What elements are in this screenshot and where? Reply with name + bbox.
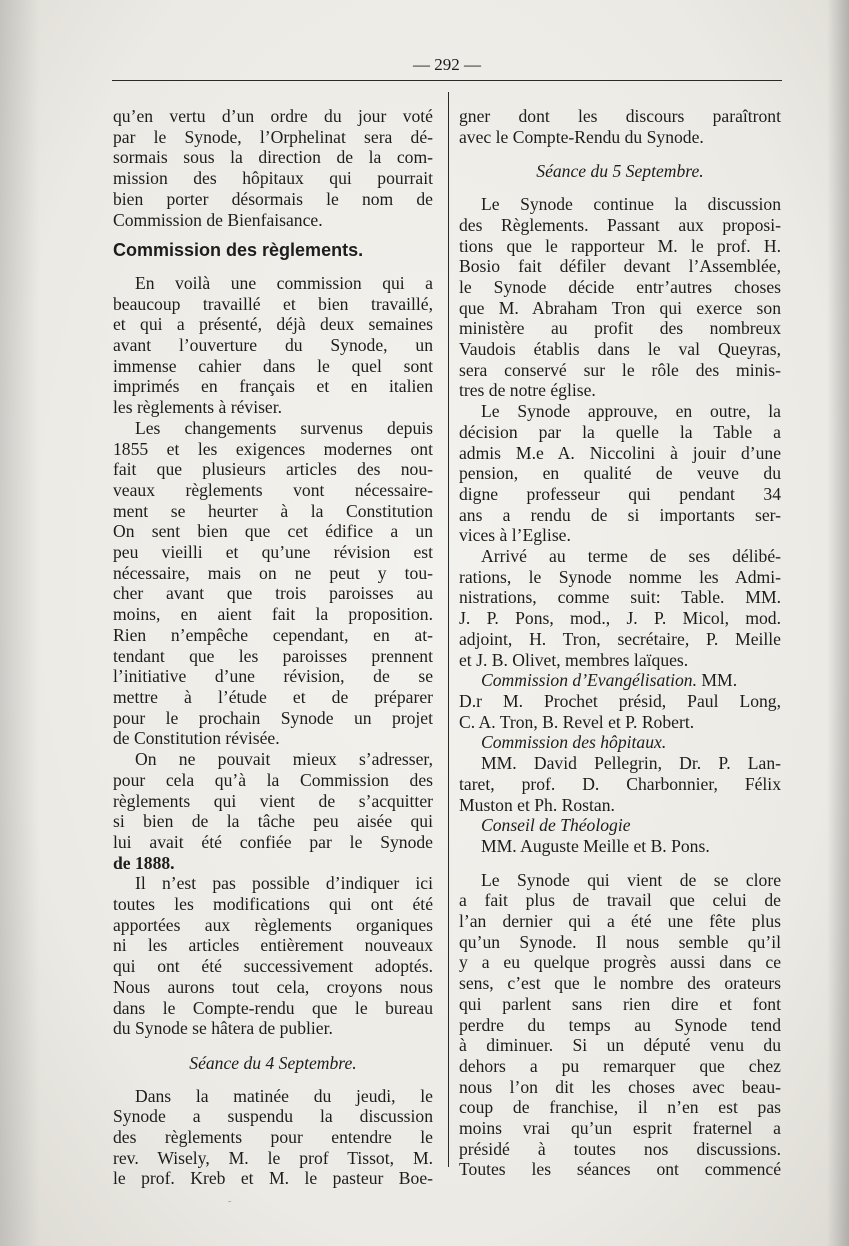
page-right-shadow — [827, 0, 849, 1246]
text-line: lui avait été confiée par le Synode — [113, 831, 433, 852]
text-line: J. P. Pons, mod., J. P. Micol, mod. — [459, 608, 781, 629]
text-line: vices à l’Eglise. — [459, 525, 571, 546]
paragraph — [459, 815, 781, 856]
committee-name: Commission des hôpitaux. — [481, 732, 667, 753]
text-line: Bosio fait défiler devant l’Assemblée, — [459, 256, 781, 277]
text-line: qui ont été successivement adoptés. — [113, 956, 433, 977]
text-line: nous l’on dit les choses avec beau- — [459, 1076, 781, 1097]
text-line: avec le Compte-Rendu du Synode. — [459, 126, 704, 147]
text-line: mission des hôpitaux qui pourrait — [113, 168, 433, 189]
text-line: C. A. Tron, B. Revel et P. Robert. — [459, 711, 695, 732]
text-line: Muston et Ph. Rostan. — [459, 794, 615, 815]
text-line: le Synode décide entr’autres choses — [459, 276, 781, 297]
text-line: peu vieilli et qu’une révision est — [113, 542, 433, 563]
text-line: qu’un Synode. Il nous semble qu’il — [459, 931, 781, 952]
text-line: taret, prof. D. Charbonnier, Félix — [459, 773, 781, 794]
text-line: MM. David Pellegrin, Dr. P. Lan- — [481, 753, 781, 774]
text-line: En voilà une commission qui a — [135, 272, 433, 293]
ink-mark: ˜ — [228, 1200, 232, 1211]
text-line: nécessaire, mais on ne peut y tou- — [113, 562, 433, 583]
text-line: pension, en qualité de veuve du — [459, 463, 781, 484]
paragraph — [459, 870, 781, 1181]
text-line: ment se heurter à la Constitution — [113, 500, 433, 521]
text-line: imprimés en français et en italien — [113, 376, 433, 397]
text-line: Il n’est pas possible d’indiquer ici — [135, 873, 433, 894]
text-line: dehors a pu remarquer que chez — [459, 1055, 781, 1076]
text-line: Vaudois établis dans le val Queyras, — [459, 339, 781, 360]
text-line: perdre du temps au Synode tend — [459, 1014, 781, 1035]
text-line — [459, 670, 781, 691]
paragraph — [113, 1086, 433, 1190]
text-line: qui parlent sans rien dire et font — [459, 993, 781, 1014]
text-line: des Règlements. Passant aux proposi- — [459, 214, 781, 235]
paragraph — [113, 106, 433, 230]
text-line: sera conservé sur le rôle des minis- — [459, 359, 781, 380]
text-line: l’initiative d’une révision, de se — [113, 666, 433, 687]
paragraph — [459, 670, 781, 732]
text-line: des règlements pour entendre le — [113, 1127, 433, 1148]
text-line: Toutes les séances ont commencé — [459, 1159, 781, 1180]
text-line: Arrivé au terme de ses délibé- — [481, 546, 781, 567]
text-line: les règlements à réviser. — [113, 397, 283, 418]
text-line: gner dont les discours paraîtront — [459, 106, 781, 126]
text-line: à diminuer. Si un député venu du — [459, 1035, 781, 1056]
text-line: On ne pouvait mieux s’adresser, — [135, 749, 433, 770]
paragraph — [113, 273, 433, 418]
section-heading: Commission des règlements. — [113, 240, 364, 261]
text-line: veaux règlements vont nécessaire- — [113, 479, 433, 500]
text-line: Rien n’empêche cependant, en at- — [113, 624, 433, 645]
session-heading: Séance du 4 Septembre. — [189, 1052, 357, 1073]
text-line: de Constitution révisée. — [113, 728, 280, 749]
text-line: bien porter désormais le nom de — [113, 188, 433, 209]
paragraph — [113, 749, 433, 873]
text-line: par le Synode, l’Orphelinat sera dé- — [113, 126, 433, 147]
text-line: adjoint, H. Tron, secrétaire, P. Meille — [459, 628, 781, 649]
paragraph — [459, 106, 781, 147]
text-line: Nous aurons tout cela, croyons nous — [113, 976, 433, 997]
text-line: le prof. Kreb et M. le pasteur Boe- — [113, 1168, 433, 1189]
text-line: Dans la matinée du jeudi, le — [135, 1085, 433, 1106]
text-line: immense cahier dans le quel sont — [113, 355, 433, 376]
text-line: Les changements survenus depuis — [135, 417, 433, 438]
text-line: ministère au profit des nombreux — [459, 318, 781, 339]
text-line: On sent bien que cet édifice a un — [113, 521, 433, 542]
text-line: et J. B. Olivet, membres laïques. — [459, 649, 689, 670]
text-line: avant l’ouverture du Synode, un — [113, 335, 433, 356]
text-line: MM. Auguste Meille et B. Pons. — [481, 835, 710, 856]
text-line: Commission de Bienfaisance. — [113, 209, 323, 230]
paragraph — [459, 194, 781, 401]
text-line: fait que plusieurs articles des nou- — [113, 459, 433, 480]
text-line: moins vrai qu’un esprit fraternel a — [459, 1118, 781, 1139]
text-line: nistrations, comme suit: Table. MM. — [459, 587, 781, 608]
text-line: toutes les modifications qui ont été — [113, 894, 433, 915]
text-line: pour cela qu’à la Commission des — [113, 769, 433, 790]
paragraph — [113, 418, 433, 749]
committee-name: Conseil de Théologie — [481, 815, 631, 836]
text-fragment: MM. — [697, 670, 738, 691]
page-number: — 292 — — [413, 55, 481, 74]
text-line: cher avant que trois paroisses au — [113, 583, 433, 604]
text-line: rev. Wisely, M. le prof Tissot, M. — [113, 1147, 433, 1168]
session-heading: Séance du 5 Septembre. — [536, 161, 704, 182]
text-line: de 1888. — [113, 852, 175, 873]
text-line: du Synode se hâtera de publier. — [113, 1018, 333, 1039]
text-line: digne professeur qui pendant 34 — [459, 483, 781, 504]
text-line: ni les articles entièrement nouveaux — [113, 935, 433, 956]
text-line: tions que le rapporteur M. le prof. H. — [459, 235, 781, 256]
right-column — [459, 106, 781, 1180]
paragraph — [113, 873, 433, 1039]
text-line: mettre à l’étude et de préparer — [113, 686, 433, 707]
left-column — [113, 106, 433, 1189]
text-line: présidé à toutes nos discussions. — [459, 1138, 781, 1159]
text-line: tendant que les paroisses prennent — [113, 645, 433, 666]
text-line: D.r M. Prochet présid, Paul Long, — [459, 690, 781, 711]
page-left-shadow — [0, 0, 40, 1246]
text-line: sormais sous la direction de la com- — [113, 147, 433, 168]
text-line: coup de franchise, il n’en est pas — [459, 1097, 781, 1118]
paragraph — [459, 401, 781, 546]
text-line: rations, le Synode nomme les Admi- — [459, 566, 781, 587]
text-line: Le Synode continue la discussion — [481, 194, 781, 215]
paragraph — [459, 732, 781, 815]
text-line: si bien de la tâche peu aisée qui — [113, 811, 433, 832]
text-line: sens, c’est que le nombre des orateurs — [459, 973, 781, 994]
text-line: ans a rendu de si importants ser- — [459, 504, 781, 525]
column-divider — [448, 92, 449, 1167]
text-line: y a eu quelque progrès aussi dans ce — [459, 952, 781, 973]
text-line: décision par la quelle la Table a — [459, 421, 781, 442]
text-line: l’an dernier qui a été une fête plus — [459, 911, 781, 932]
text-line: Le Synode approuve, en outre, la — [481, 401, 781, 422]
text-line: beaucoup travaillé et bien travaillé, — [113, 293, 433, 314]
paragraph — [459, 546, 781, 670]
text-line: a fait plus de travail que celui de — [459, 890, 781, 911]
text-line: que M. Abraham Tron qui exerce son — [459, 297, 781, 318]
header-rule — [112, 80, 782, 81]
text-line: et qui a présenté, déjà deux semaines — [113, 314, 433, 335]
text-line: Synode a suspendu la discussion — [113, 1106, 433, 1127]
text-line: apportées aux règlements organiques — [113, 914, 433, 935]
text-line: règlements qui vient de s’acquitter — [113, 790, 433, 811]
text-line: admis M.e A. Niccolini à jouir d’une — [459, 442, 781, 463]
text-line: tres de notre église. — [459, 380, 596, 401]
text-line: Le Synode qui vient de se clore — [481, 869, 781, 890]
text-line: 1855 et les exigences modernes ont — [113, 438, 433, 459]
text-line: pour le prochain Synode un projet — [113, 707, 433, 728]
text-line: moins, en aient fait la proposition. — [113, 604, 433, 625]
text-line: dans le Compte-rendu que le bureau — [113, 997, 433, 1018]
text-line: qu’en vertu d’un ordre du jour voté — [113, 106, 433, 126]
committee-name: Commission d’Evangélisation. — [481, 670, 698, 691]
